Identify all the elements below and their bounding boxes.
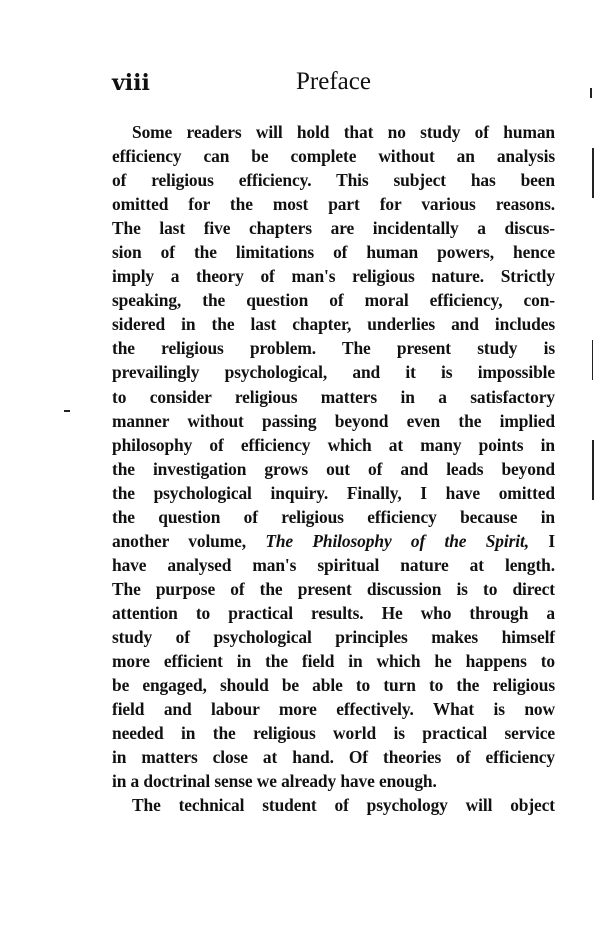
text-line: speaking, the question of moral efficiency, con- xyxy=(112,290,555,311)
text-line: imply a theory of man's religious nature. Strictly xyxy=(112,266,555,287)
text-line: The last five chapters are incidentally a discus- xyxy=(112,218,555,239)
scan-edge-mark xyxy=(592,148,594,198)
text-line: the investigation grows out of and leads beyond xyxy=(112,458,555,479)
scan-edge-mark xyxy=(592,340,593,380)
text-line: to consider religious matters in a satisfactory xyxy=(112,386,555,407)
running-title: Preface xyxy=(296,68,371,95)
text-line: in matters close at hand. Of theories of efficiency xyxy=(112,747,555,768)
text-line: the question of religious efficiency because in xyxy=(112,506,555,527)
text-line: be engaged, should be able to turn to the religious xyxy=(112,675,555,696)
text-line: the psychological inquiry. Finally, I have omitted xyxy=(112,482,555,503)
text-line: have analysed man's spiritual nature at length. xyxy=(112,554,555,575)
text-line: attention to practical results. He who through a xyxy=(112,602,555,623)
text-line: sion of the limitations of human powers, hence xyxy=(112,242,555,263)
book-title: The Philosophy of the Spirit, xyxy=(265,530,529,551)
text-line: needed in the religious world is practical service xyxy=(112,723,555,744)
text-line: field and labour more effectively. What is now xyxy=(112,699,555,720)
scan-speck-mark xyxy=(64,410,70,412)
text-line: prevailingly psychological, and it is impossible xyxy=(112,362,555,383)
text-line xyxy=(112,529,555,553)
text-line: more efficient in the field in which he happens to xyxy=(112,651,555,672)
body-text xyxy=(112,120,555,817)
text-line: The purpose of the present discussion is to direct xyxy=(112,578,555,599)
text-line: philosophy of efficiency which at many points in xyxy=(112,434,555,455)
text-line: in a doctrinal sense we already have enough. xyxy=(112,771,437,792)
text-line: efficiency can be complete without an analysis xyxy=(112,146,555,167)
text-line: Some readers will hold that no study of human xyxy=(132,122,555,142)
text-line: manner without passing beyond even the implied xyxy=(112,410,555,431)
text-line: study of psychological principles makes himself xyxy=(112,626,555,647)
text-line: The technical student of psychology will object xyxy=(132,795,555,816)
text-line: sidered in the last chapter, underlies and includes xyxy=(112,314,555,335)
scan-edge-mark xyxy=(590,88,592,98)
text-line: omitted for the most part for various reasons. xyxy=(112,194,555,215)
scan-edge-mark xyxy=(592,440,594,500)
text-fragment: another volume, xyxy=(112,530,266,551)
text-line: the religious problem. The present study is xyxy=(112,338,555,359)
text-line: of religious efficiency. This subject has been xyxy=(112,170,555,191)
text-fragment: I xyxy=(529,530,555,551)
page-number: viii xyxy=(112,70,150,96)
